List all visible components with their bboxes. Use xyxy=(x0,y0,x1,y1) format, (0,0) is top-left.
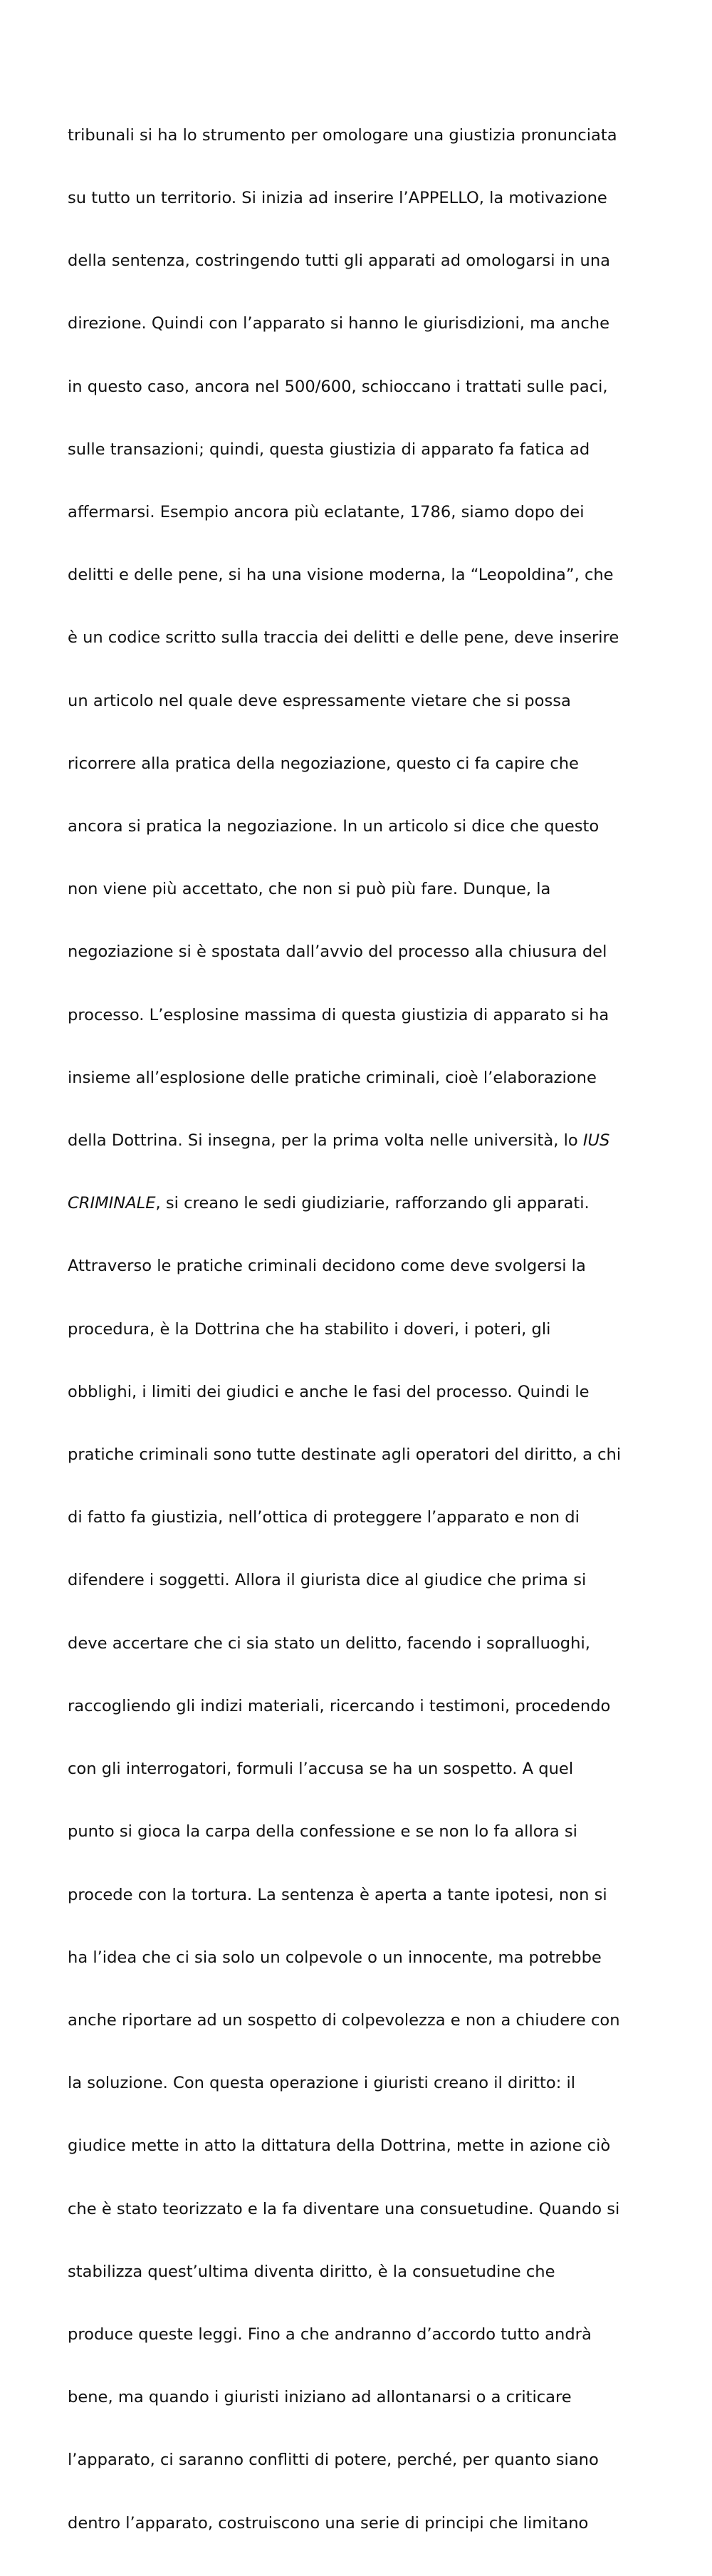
text-line: su tutto un territorio. Si inizia ad inserire l’APPELLO, la motivazione xyxy=(68,189,607,208)
text-line: bene, ma quando i giuristi iniziano ad allontanarsi o a criticare xyxy=(68,2388,572,2407)
text-line: della sentenza, costringendo tutti gli apparati ad omologarsi in una xyxy=(68,251,610,271)
text-line: raccogliendo gli indizi materiali, ricercando i testimoni, procedendo xyxy=(68,1696,611,1715)
text-line: insieme all’esplosione delle pratiche criminali, cioè l’elaborazione xyxy=(68,1068,597,1087)
text-line: pratiche criminali sono tutte destinate agli operatori del diritto, a chi xyxy=(68,1445,622,1465)
text-line: di fatto fa giustizia, nell’ottica di proteggere l’apparato e non di xyxy=(68,1508,580,1527)
text-line: che è stato teorizzato e la fa diventare una consuetudine. Quando si xyxy=(68,2199,620,2218)
text-line: è un codice scritto sulla traccia dei delitti e delle pene, deve inserire xyxy=(68,628,619,648)
text-line: la soluzione. Con questa operazione i giuristi creano il diritto: il xyxy=(68,2074,576,2093)
text-line: Attraverso le pratiche criminali decidono come deve svolgersi la xyxy=(68,1257,586,1276)
text-line: stabilizza quest’ultima diventa diritto, è la consuetudine che xyxy=(68,2262,555,2281)
text-line: ricorrere alla pratica della negoziazione, questo ci fa capire che xyxy=(68,754,579,773)
italic-term: IUS xyxy=(582,1131,610,1151)
text-line: direzione. Quindi con l’apparato si hanno le giurisdizioni, ma anche xyxy=(68,314,609,333)
text-line: con gli interrogatori, formuli l’accusa se ha un sospetto. A quel xyxy=(68,1760,574,1779)
text-line: tribunali si ha lo strumento per omologare una giustizia pronunciata xyxy=(68,125,617,145)
text-line: della Dottrina. Si insegna, per la prima volta nelle università, lo IUS xyxy=(68,1131,610,1151)
text-line: un articolo nel quale deve espressamente vietare che si possa xyxy=(68,691,571,710)
text-line: ha l’idea che ci sia solo un colpevole o un innocente, ma potrebbe xyxy=(68,1948,602,1967)
text-line: processo. L’esplosine massima di questa giustizia di apparato si ha xyxy=(68,1005,609,1024)
text-line: punto si gioca la carpa della confessione e se non lo fa allora si xyxy=(68,1822,577,1842)
text-line: giudice mette in atto la dittatura della Dottrina, mette in azione ciò xyxy=(68,2136,611,2156)
text-line: CRIMINALE, si creano le sedi giudiziarie, rafforzando gli apparati. xyxy=(68,1194,590,1213)
text-line: sulle transazioni; quindi, questa giustizia di apparato fa fatica ad xyxy=(68,440,590,459)
text-line: l’apparato, ci saranno conflitti di potere, perché, per quanto siano xyxy=(68,2451,599,2470)
text-line: affermarsi. Esempio ancora più eclatante, 1786, siamo dopo dei xyxy=(68,503,585,522)
text-line: procedura, è la Dottrina che ha stabilito i doveri, i poteri, gli xyxy=(68,1319,551,1339)
text-line: anche riportare ad un sospetto di colpevolezza e non a chiudere con xyxy=(68,2010,620,2030)
text-line: deve accertare che ci sia stato un delitto, facendo i sopralluoghi, xyxy=(68,1634,590,1653)
text-line: ancora si pratica la negoziazione. In un articolo si dice che questo xyxy=(68,817,600,836)
text-line: non viene più accettato, che non si può più fare. Dunque, la xyxy=(68,880,551,899)
text-line: obblighi, i limiti dei giudici e anche le fasi del processo. Quindi le xyxy=(68,1382,590,1401)
text-line: negoziazione si è spostata dall’avvio del processo alla chiusura del xyxy=(68,942,607,962)
body-text xyxy=(68,83,659,2576)
text-line: procede con la tortura. La sentenza è aperta a tante ipotesi, non si xyxy=(68,1885,607,1904)
italic-term: CRIMINALE xyxy=(68,1194,156,1213)
text-line: in questo caso, ancora nel 500/600, schioccano i trattati sulle paci, xyxy=(68,377,608,396)
text-line: produce queste leggi. Fino a che andranno d’accordo tutto andrà xyxy=(68,2325,592,2344)
text-line: delitti e delle pene, si ha una visione moderna, la “Leopoldina”, che xyxy=(68,566,614,585)
text-line: difendere i soggetti. Allora il giurista dice al giudice che prima si xyxy=(68,1571,587,1590)
text-line: dentro l’apparato, costruiscono una serie di principi che limitano xyxy=(68,2513,589,2533)
